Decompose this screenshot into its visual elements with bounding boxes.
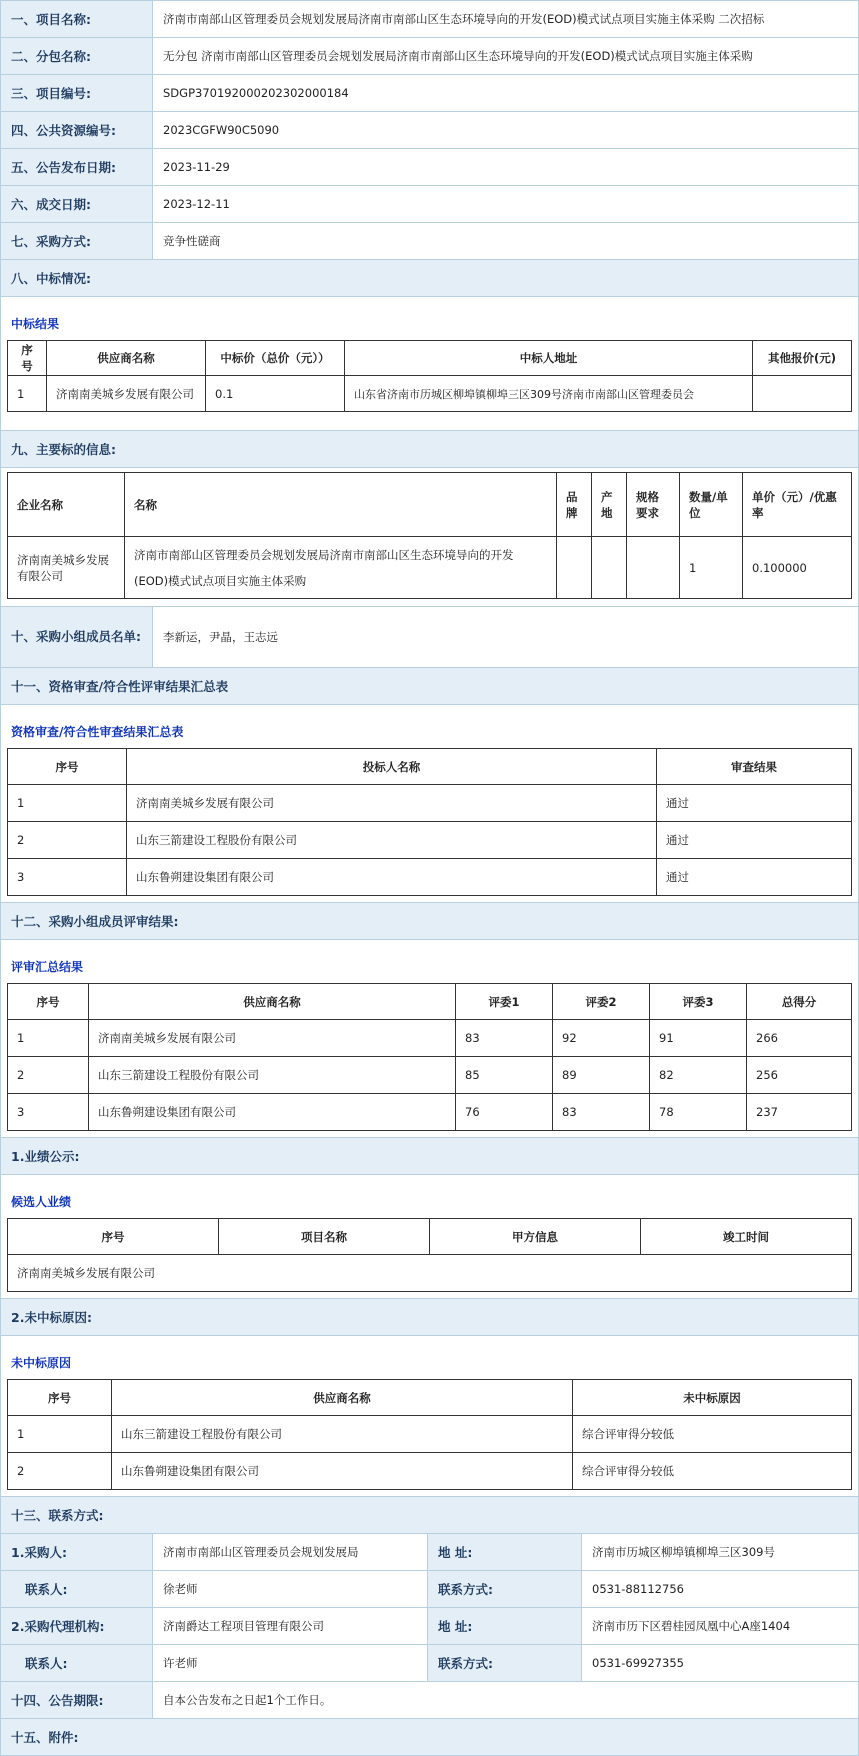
table-cell: 91 [650,1020,747,1057]
table-header: 评委1 [456,984,553,1020]
buyer-row [1,1533,858,1570]
buyer-label: 1.采购人: [1,1534,153,1570]
fail-subtitle: 未中标原因 [11,1356,72,1370]
field-value: 济南市南部山区管理委员会规划发展局济南市南部山区生态环境导向的开发(EOD)模式试点项目实施主体采购 二次招标 [163,12,765,26]
publish-date-row [1,148,858,185]
table-header: 序号 [8,341,47,376]
fail-table [7,1379,852,1490]
table-row [8,859,852,896]
qualification-block [1,704,858,902]
table-header: 产地 [592,473,627,537]
project-number-row [1,74,858,111]
table-cell: 综合评审得分较低 [573,1416,852,1453]
table-cell: 山东鲁朔建设集团有限公司 [112,1453,573,1490]
field-value: 2023CGFW90C5090 [163,123,280,137]
table-cell: 山东鲁朔建设集团有限公司 [89,1094,456,1131]
buyer-value: 济南市南部山区管理委员会规划发展局 [153,1534,428,1570]
phone-label: 联系方式: [428,1645,582,1681]
table-header: 总得分 [747,984,852,1020]
table-cell [627,537,680,599]
field-value: SDGP370192000202302000184 [163,86,349,100]
buyer-person: 徐老师 [153,1571,428,1607]
table-header: 中标价（总价（元）） [206,341,345,376]
table-cell: 92 [553,1020,650,1057]
section-items-title: 九、主要标的信息: [1,430,858,467]
agent-person: 许老师 [153,1645,428,1681]
field-label: 十四、公告期限: [1,1682,153,1718]
table-header: 其他报价(元) [753,341,852,376]
table-row [8,1416,852,1453]
table-header: 数量/单位 [680,473,743,537]
table-cell: 济南南美城乡发展有限公司 [47,376,206,412]
table-row [8,537,852,599]
table-cell: 济南南美城乡发展有限公司 [127,785,657,822]
section-award-title: 八、中标情况: [1,259,858,296]
table-header: 未中标原因 [573,1380,852,1416]
deal-date-row [1,185,858,222]
table-cell: 1 [8,785,127,822]
agent-value: 济南爵达工程项目管理有限公司 [153,1608,428,1644]
table-row [8,1057,852,1094]
performance-table [7,1218,852,1292]
table-cell: 237 [747,1094,852,1131]
table-cell: 2 [8,1453,112,1490]
buyer-address: 济南市历城区柳埠镇柳埠三区309号 [592,1545,775,1559]
table-header: 项目名称 [219,1219,430,1255]
section-attachment-title: 十五、附件: [1,1718,858,1755]
award-result-block [1,296,858,430]
table-cell: 1 [8,1020,89,1057]
contact-person-label: 联系人: [1,1645,153,1681]
field-value: 2023-12-11 [163,197,230,211]
package-name-row [1,37,858,74]
field-label: 三、项目编号: [1,75,153,111]
qualification-table [7,748,852,896]
table-cell: 济南市南部山区管理委员会规划发展局济南市南部山区生态环境导向的开发(EOD)模式试点项目实施主体采购 [125,537,557,599]
table-cell: 1 [8,376,47,412]
address-label: 地 址: [428,1608,582,1644]
table-cell: 通过 [657,859,852,896]
table-cell: 3 [8,859,127,896]
table-row [8,785,852,822]
scores-block [1,939,858,1137]
table-cell: 266 [747,1020,852,1057]
field-label: 二、分包名称: [1,38,153,74]
field-value: 李新运，尹晶，王志远 [163,630,278,644]
table-header: 序号 [8,984,89,1020]
items-block [1,467,858,606]
performance-subtitle: 候选人业绩 [11,1195,72,1209]
address-label: 地 址: [428,1534,582,1570]
table-header: 甲方信息 [430,1219,641,1255]
section-contact-title: 十三、联系方式: [1,1496,858,1533]
award-result-table [7,340,852,412]
table-header: 序号 [8,749,127,785]
agent-label: 2.采购代理机构: [1,1608,153,1644]
section-scores-title: 十二、采购小组成员评审结果: [1,902,858,939]
table-row [8,376,852,412]
table-cell: 山东鲁朔建设集团有限公司 [127,859,657,896]
table-header: 投标人名称 [127,749,657,785]
table-header: 评委2 [553,984,650,1020]
table-cell: 济南南美城乡发展有限公司 [8,1255,852,1292]
scores-table [7,983,852,1131]
fail-block [1,1335,858,1496]
table-cell: 78 [650,1094,747,1131]
section-fail-title: 2.未中标原因: [1,1298,858,1335]
table-header: 序号 [8,1219,219,1255]
agent-phone: 0531-69927355 [592,1656,684,1670]
table-header: 中标人地址 [345,341,753,376]
table-cell: 济南南美城乡发展有限公司 [89,1020,456,1057]
buyer-contact-row [1,1570,858,1607]
table-cell: 83 [456,1020,553,1057]
table-cell: 山东三箭建设工程股份有限公司 [127,822,657,859]
table-cell: 2 [8,822,127,859]
field-label: 六、成交日期: [1,186,153,222]
table-cell [557,537,592,599]
table-cell: 山东三箭建设工程股份有限公司 [89,1057,456,1094]
table-cell: 山东三箭建设工程股份有限公司 [112,1416,573,1453]
table-cell: 85 [456,1057,553,1094]
resource-number-row [1,111,858,148]
table-row [8,822,852,859]
table-cell: 3 [8,1094,89,1131]
table-header: 企业名称 [8,473,125,537]
table-row [8,1255,852,1292]
table-header: 竣工时间 [641,1219,852,1255]
table-cell: 89 [553,1057,650,1094]
table-cell: 通过 [657,822,852,859]
agent-address: 济南市历下区碧桂园凤凰中心A座1404 [592,1619,791,1633]
field-label: 四、公共资源编号: [1,112,153,148]
table-cell: 76 [456,1094,553,1131]
project-name-row [1,0,858,37]
table-header: 名称 [125,473,557,537]
agent-contact-row [1,1644,858,1681]
table-cell: 0.100000 [743,537,852,599]
phone-label: 联系方式: [428,1571,582,1607]
table-row [8,1453,852,1490]
table-header: 供应商名称 [47,341,206,376]
table-header: 品牌 [557,473,592,537]
table-cell [592,537,627,599]
procurement-method-row [1,222,858,259]
qualification-subtitle: 资格审查/符合性审查结果汇总表 [11,725,184,739]
field-label: 七、采购方式: [1,223,153,259]
field-value: 自本公告发布之日起1个工作日。 [163,1693,332,1707]
buyer-phone: 0531-88112756 [592,1582,684,1596]
items-table [7,472,852,599]
table-header: 规格要求 [627,473,680,537]
table-cell: 82 [650,1057,747,1094]
table-row [8,1020,852,1057]
award-result-subtitle: 中标结果 [11,317,60,331]
table-row [8,1094,852,1131]
field-value: 无分包 济南市南部山区管理委员会规划发展局济南市南部山区生态环境导向的开发(EOD)模式试点项目实施主体采购 [163,49,753,63]
table-cell: 1 [680,537,743,599]
table-cell: 83 [553,1094,650,1131]
field-label: 五、公告发布日期: [1,149,153,185]
table-cell: 济南南美城乡发展有限公司 [8,537,125,599]
section-qualification-title: 十一、资格审查/符合性评审结果汇总表 [1,667,858,704]
members-row [1,606,858,667]
performance-block [1,1174,858,1298]
table-cell: 综合评审得分较低 [573,1453,852,1490]
table-header: 审查结果 [657,749,852,785]
table-cell: 1 [8,1416,112,1453]
field-label: 一、项目名称: [1,1,153,37]
table-cell [753,376,852,412]
table-cell: 通过 [657,785,852,822]
agent-row [1,1607,858,1644]
section-performance-title: 1.业绩公示: [1,1137,858,1174]
table-cell: 山东省济南市历城区柳埠镇柳埠三区309号济南市南部山区管理委员会 [345,376,753,412]
table-cell: 256 [747,1057,852,1094]
notice-period-row [1,1681,858,1718]
field-label: 十、采购小组成员名单: [1,607,153,667]
table-header: 供应商名称 [89,984,456,1020]
contact-person-label: 联系人: [1,1571,153,1607]
table-header: 供应商名称 [112,1380,573,1416]
table-cell: 2 [8,1057,89,1094]
table-header: 单价（元）/优惠率 [743,473,852,537]
scores-subtitle: 评审汇总结果 [11,960,84,974]
field-value: 2023-11-29 [163,160,230,174]
table-cell: 0.1 [206,376,345,412]
table-header: 序号 [8,1380,112,1416]
table-header: 评委3 [650,984,747,1020]
field-value: 竞争性磋商 [163,234,221,248]
